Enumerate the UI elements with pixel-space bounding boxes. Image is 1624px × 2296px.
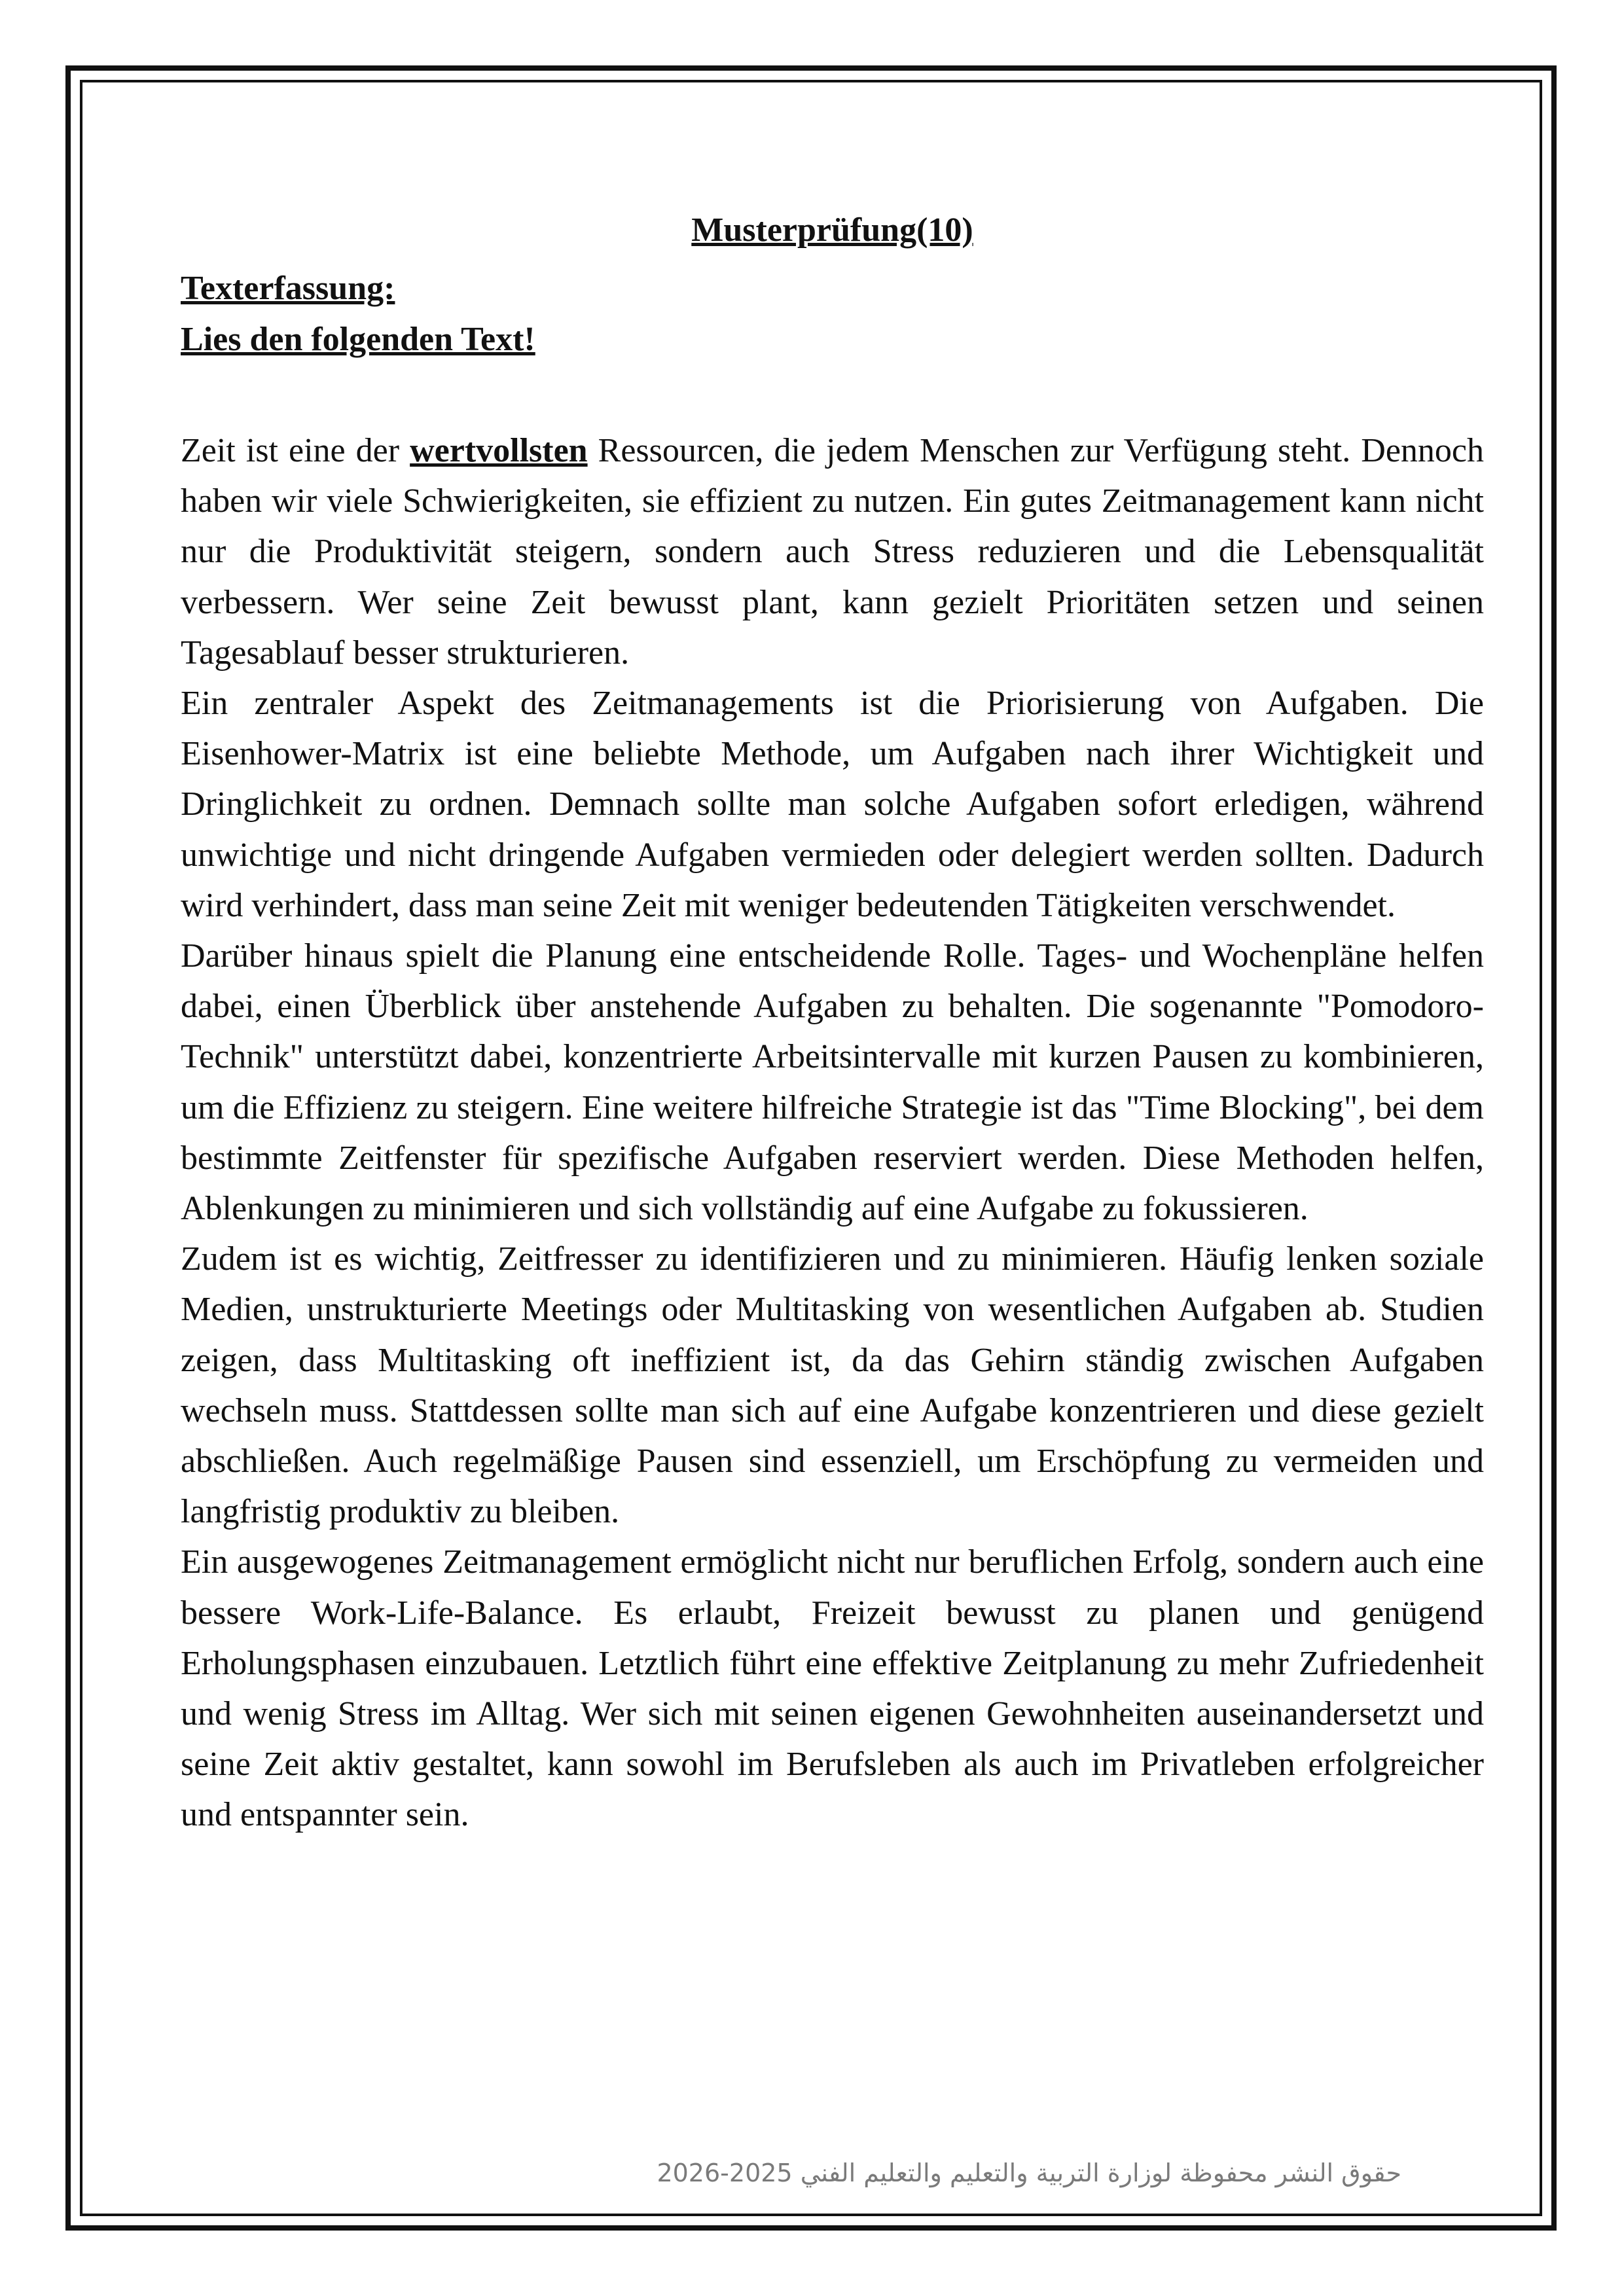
- paragraph-5: Ein ausgewogenes Zeitmanagement ermöglicht nicht nur beruflichen Erfolg, sondern auch eine bessere Work-Life-Balance. Es erlaubt, Freizeit bewusst zu planen und genügend Erholungsphasen einzubauen. Letztlich führt eine effektive Zeitplanung zu mehr Zufriedenheit und wenig Stress im Alltag. Wer sich mit seinen eigenen Gewohnheiten auseinandersetzt und seine Zeit aktiv gestaltet, kann sowohl im Berufsleben als auch im Privatleben erfolgreicher und entspannter sein.: [181, 1543, 1484, 1834]
- emphasized-word: wertvollsten: [410, 432, 588, 469]
- paragraph-4: Zudem ist es wichtig, Zeitfresser zu identifizieren und zu minimieren. Häufig lenken soziale Medien, unstrukturierte Meetings oder Multitasking von wesentlichen Aufgaben ab. Studien zeigen, dass Multitasking oft ineffizient ist, da das Gehirn ständig zwischen Aufgaben wechseln muss. Stattdessen sollte man sich auf eine Aufgabe konzentrieren und diese gezielt abschließen. Auch regelmäßige Pausen sind essenziell, um Erschöpfung zu vermeiden und langfristig produktiv zu bleiben.: [181, 1240, 1484, 1531]
- reading-text: [181, 425, 1484, 1840]
- instruction-heading: Lies den folgenden Text!: [181, 321, 535, 358]
- section-title: Texterfassung:: [181, 270, 395, 307]
- document-content: [181, 208, 1484, 1840]
- exam-title: Musterprüfung(10): [691, 211, 973, 249]
- paragraph-1-rest: Ressourcen, die jedem Menschen zur Verfügung steht. Dennoch haben wir viele Schwierigkeiten, sie effizient zu nutzen. Ein gutes Zeitmanagement kann nicht nur die Produktivität steigern, sondern auch Stress reduzieren und die Lebensqualität verbessern. Wer seine Zeit bewusst plant, kann gezielt Prioritäten setzen und seinen Tagesablauf besser strukturieren.: [181, 432, 1484, 672]
- copyright-footer: حقوق النشر محفوظة لوزارة التربية والتعليم والتعليم الفني 2025-2026: [657, 2159, 1401, 2187]
- paragraph-3: Darüber hinaus spielt die Planung eine entscheidende Rolle. Tages- und Wochenpläne helfen dabei, einen Überblick über anstehende Aufgaben zu behalten. Die sogenannte "Pomodoro-Technik" unterstützt dabei, konzentrierte Arbeitsintervalle mit kurzen Pausen zu kombinieren, um die Effizienz zu steigern. Eine weitere hilfreiche Strategie ist das "Time Blocking", bei dem bestimmte Zeitfenster für spezifische Aufgaben reserviert werden. Diese Methoden helfen, Ablenkungen zu minimieren und sich vollständig auf eine Aufgabe zu fokussieren.: [181, 937, 1484, 1228]
- paragraph-1: [181, 425, 1484, 678]
- paragraph-2: Ein zentraler Aspekt des Zeitmanagements ist die Priorisierung von Aufgaben. Die Eisenhower-Matrix ist eine beliebte Methode, um Aufgaben nach ihrer Wichtigkeit und Dringlichkeit zu ordnen. Demnach sollte man solche Aufgaben sofort erledigen, während unwichtige und nicht dringende Aufgaben vermieden oder delegiert werden sollten. Dadurch wird verhindert, dass man seine Zeit mit weniger bedeutenden Tätigkeiten verschwendet.: [181, 685, 1484, 924]
- paragraph-1-start: Zeit ist eine der: [181, 432, 410, 469]
